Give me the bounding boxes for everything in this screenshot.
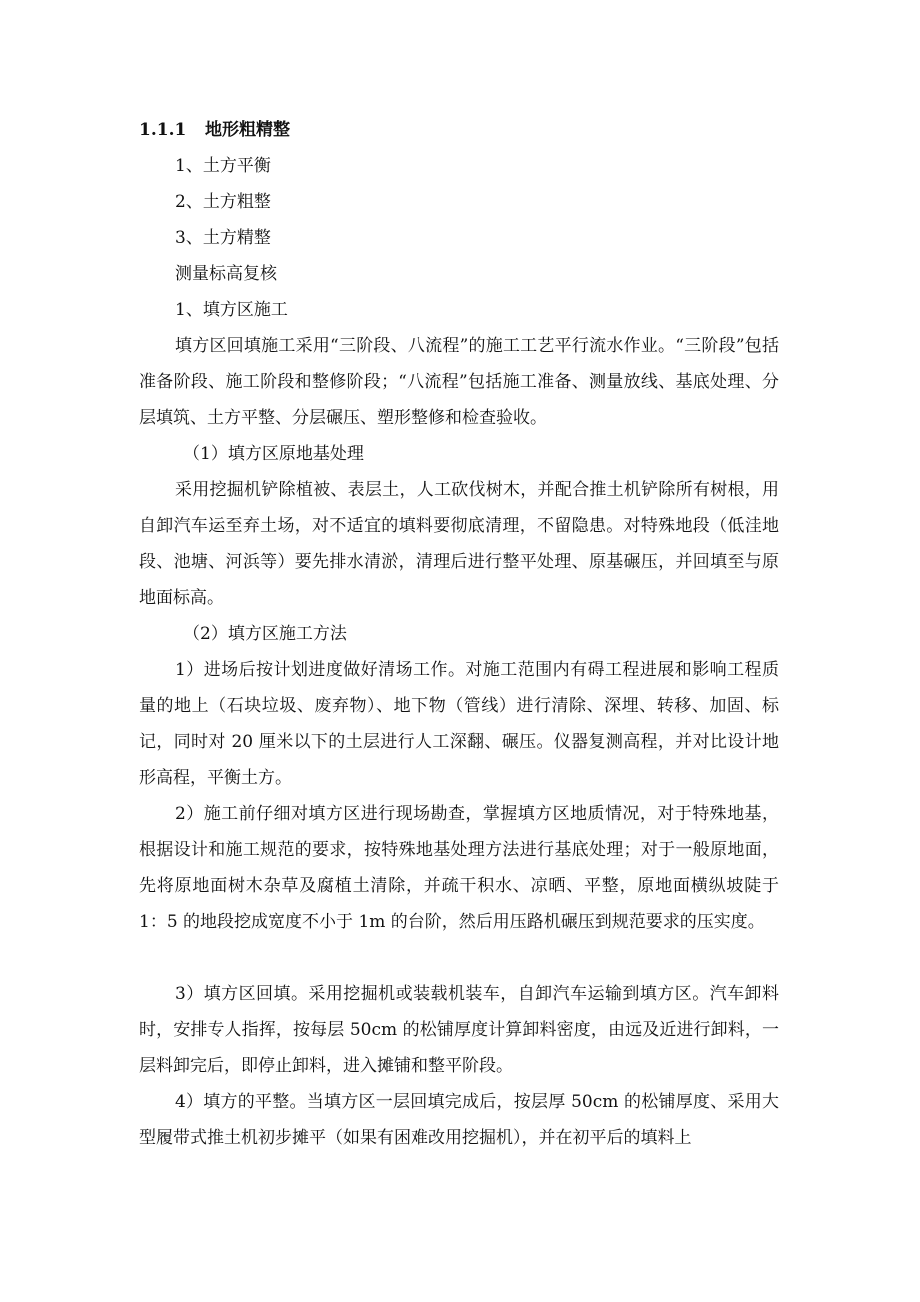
item-earth-fine: 3、土方精整 <box>175 228 271 248</box>
item-fill-construction: 1、填方区施工 <box>175 300 288 320</box>
item-earth-rough: 2、土方粗整 <box>175 192 271 212</box>
paragraph-step-1: 1）进场后按计划进度做好清场工作。对施工范围内有碍工程进展和影响工程质量的地上（石块垃圾、废弃物）、地下物（管线）进行清除、深埋、转移、加固、标记，同时对 20 厘米以下的土层进行人工深翻、碾压。仪器复测高程，并对比设计地形高程，平衡土方。 <box>139 660 779 788</box>
subheading-method: （2）填方区施工方法 <box>183 624 347 644</box>
paragraph-foundation: 采用挖掘机铲除植被、表层土，人工砍伐树木，并配合推土机铲除所有树根，用自卸汽车运至弃土场，对不适宜的填料要彻底清理，不留隐患。对特殊地段（低洼地段、池塘、河浜等）要先排水清淤，清理后进行整平处理、原基碾压，并回填至与原地面标高。 <box>139 480 779 608</box>
item-earth-balance: 1、土方平衡 <box>175 156 271 176</box>
paragraph-step-2: 2）施工前仔细对填方区进行现场勘查，掌握填方区地质情况，对于特殊地基，根据设计和施工规范的要求，按特殊地基处理方法进行基底处理；对于一般原地面，先将原地面树木杂草及腐植土清除，并疏干积水、凉晒、平整，原地面横纵坡陡于 1：5 的地段挖成宽度不小于 1m 的台阶，然后用压路机碾压到规范要求的压实度。 <box>139 804 779 932</box>
paragraph-step-3: 3）填方区回填。采用挖掘机或装载机装车，自卸汽车运输到填方区。汽车卸料时，安排专人指挥，按每层 50cm 的松铺厚度计算卸料密度，由远及近进行卸料，一层料卸完后，即停止卸料，进入摊铺和整平阶段。 <box>139 984 779 1076</box>
item-survey-elevation: 测量标高复核 <box>175 264 277 284</box>
section-heading <box>139 118 290 142</box>
section-title: 地形粗精整 <box>205 120 290 140</box>
section-number: 1.1.1 <box>139 120 187 140</box>
paragraph-step-4: 4）填方的平整。当填方区一层回填完成后，按层厚 50cm 的松铺厚度、采用大型履带式推土机初步摊平（如果有困难改用挖掘机），并在初平后的填料上 <box>139 1092 779 1148</box>
subheading-foundation: （1）填方区原地基处理 <box>183 444 364 464</box>
paragraph-intro: 填方区回填施工采用“三阶段、八流程”的施工工艺平行流水作业。“三阶段”包括准备阶段、施工阶段和整修阶段；“八流程”包括施工准备、测量放线、基底处理、分层填筑、土方平整、分层碾压、塑形整修和检查验收。 <box>139 336 779 428</box>
